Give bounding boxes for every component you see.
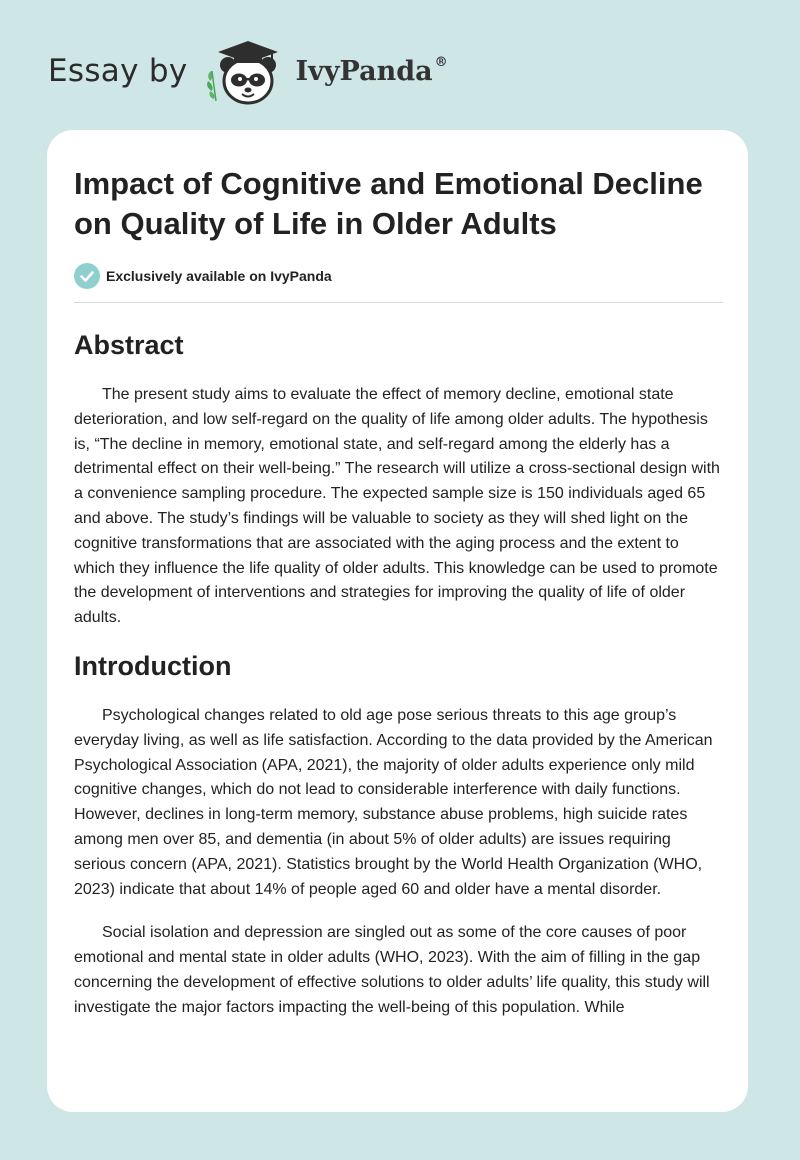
exclusive-badge [74,262,723,290]
panda-graduate-icon [202,35,292,107]
intro-paragraph-2: Social isolation and depression are singled out as some of the core causes of poor emotional and mental state in older adults (WHO, 2023). With the aim of filling in the gap concerning the development of effective solutions to older adults’ life quality, this study will investigate the major factors impacting the well-being of this population. While [74,924,710,1016]
essay-title: Impact of Cognitive and Emotional Decline on Quality of Life in Older Adults [74,166,703,241]
abstract-paragraph: The present study aims to evaluate the effect of memory decline, emotional state deterioration, and low self-regard on the quality of life among older adults. The hypothesis is, “The decline in memory, emotional state, and self-regard among the elderly has a detrimental effect on their well-being.” The research will utilize a cross-sectional design with a convenience sampling procedure. The expected sample size is 150 individuals aged 65 and above. The study’s findings will be valuable to society as they will shed light on the cognitive transformations that are associated with the aging process and the extent to which they influence the life quality of older adults. This knowledge can be used to promote the development of interventions and strategies for improving the quality of life of older adults. [74,386,720,627]
intro-paragraph-1: Psychological changes related to old age pose serious threats to this age group’s everyday living, as well as life satisfaction. According to the data provided by the American Psychological Association (APA, 2021), the majority of older adults experience only mild cognitive changes, which do not lead to considerable interference with daily functions. However, declines in long-term memory, substance abuse problems, high suicide rates among men over 85, and dementia (in about 5% of older adults) are issues requiring serious concern (APA, 2021). Statistics brought by the World Health Organization (WHO, 2023) indicate that about 14% of people aged 60 and older have a mental disorder. [74,706,713,898]
section-heading-abstract: Abstract [74,330,184,360]
site-header [48,36,448,106]
check-circle-icon [74,263,100,289]
registered-mark: ® [434,55,448,70]
essay-card [47,130,748,1112]
exclusive-badge-text: Exclusively available on IvyPanda [106,268,332,284]
brand-name[interactable]: IvyPanda ® [295,55,448,87]
essay-by-label: Essay by [48,53,188,89]
section-heading-introduction: Introduction [74,650,232,681]
divider [74,302,723,303]
